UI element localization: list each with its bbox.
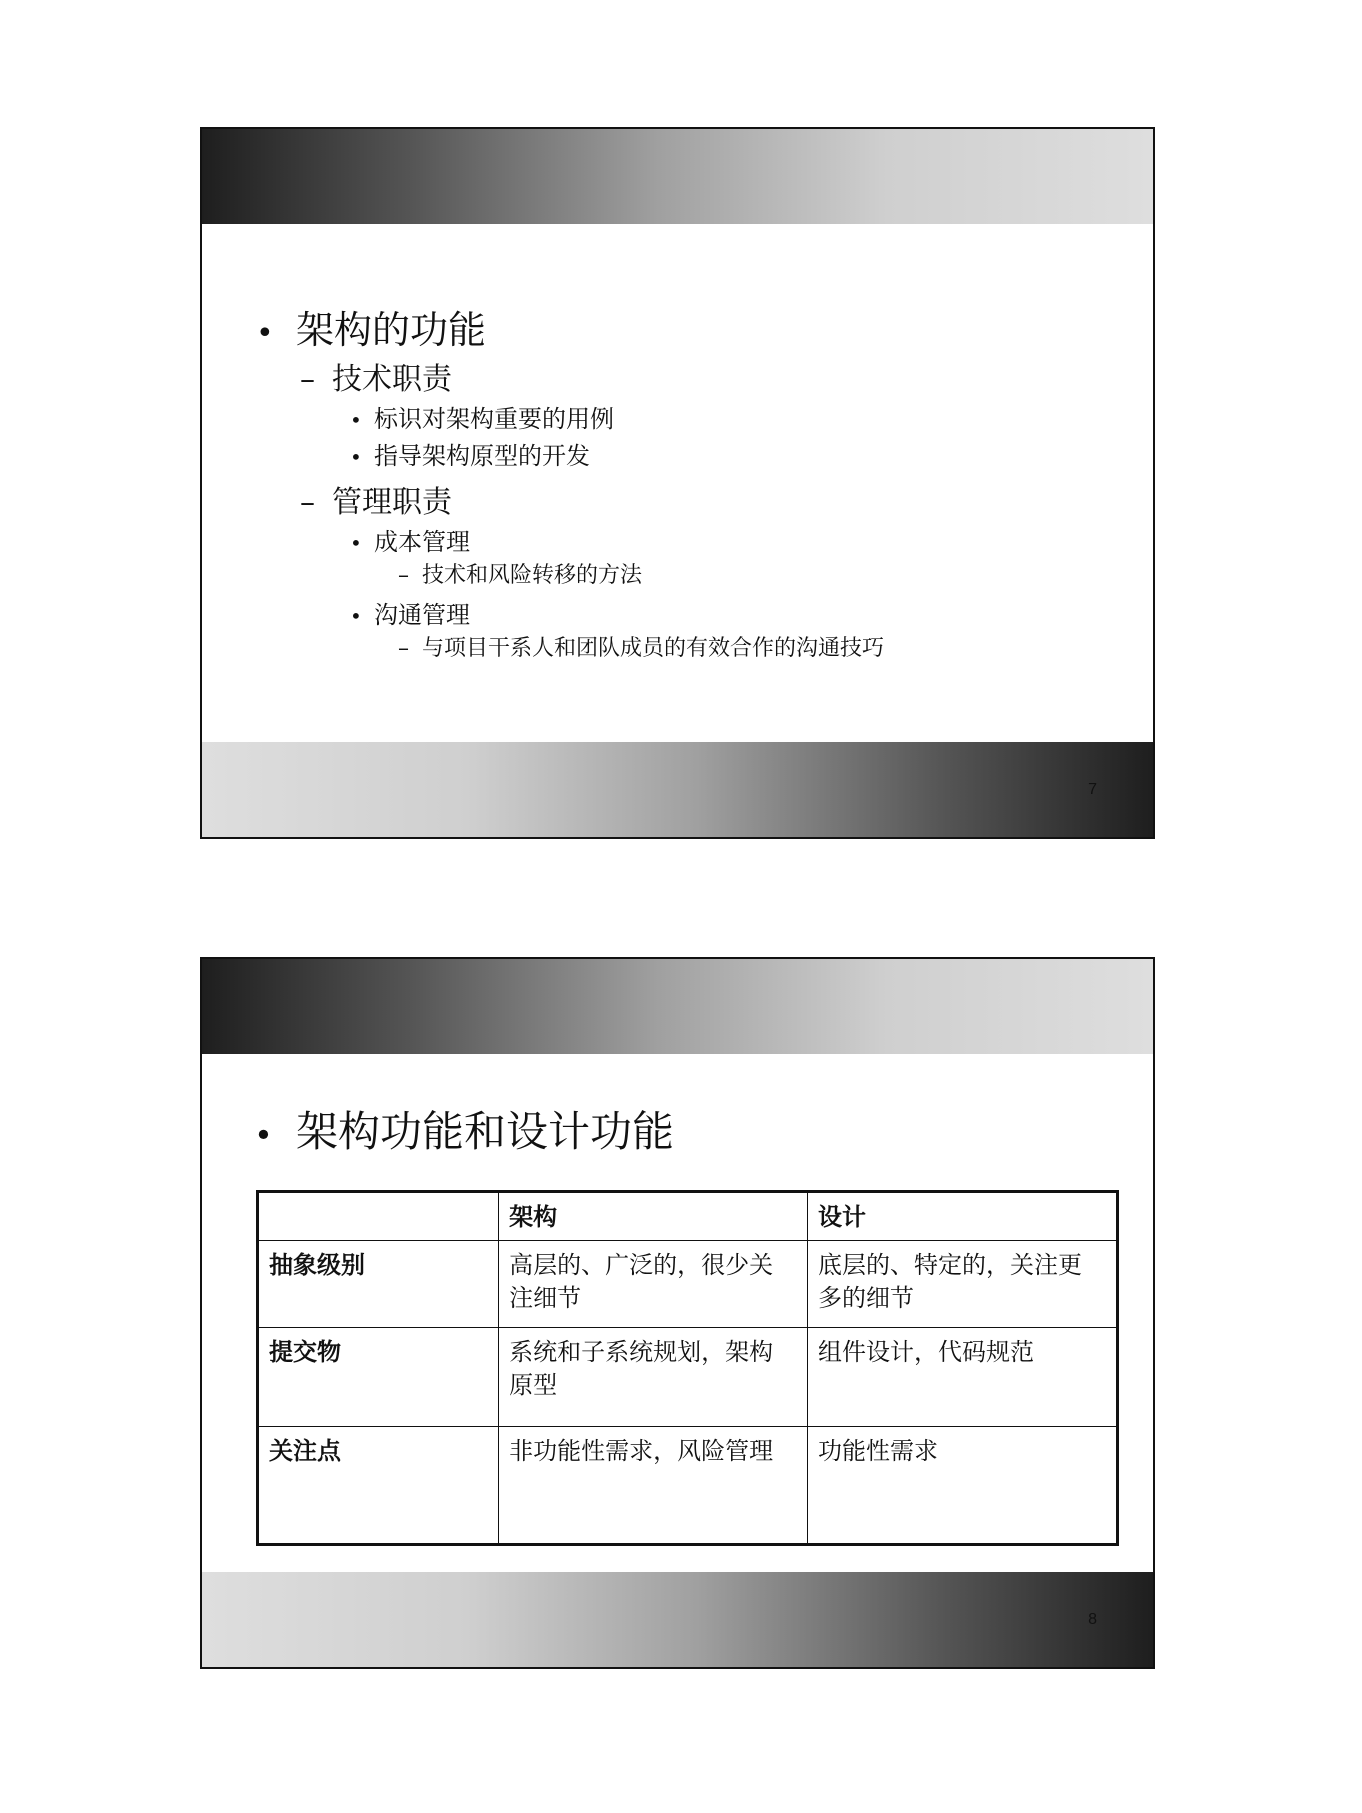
slide-header-band [202, 129, 1153, 224]
outline-item-text: 指导架构原型的开发 [374, 442, 590, 470]
table-header-row [258, 1192, 1118, 1241]
table-cell: 系统和子系统规划，架构原型 [499, 1328, 808, 1427]
table-header-cell: 设计 [808, 1192, 1118, 1241]
outline-item-text: 沟通管理 [374, 601, 470, 629]
table-row [258, 1241, 1118, 1328]
table-header-cell: 架构 [499, 1192, 808, 1241]
slide-heading-text: 架构功能和设计功能 [296, 1107, 675, 1156]
outline-item-text: 与项目干系人和团队成员的有效合作的沟通技巧 [422, 636, 885, 661]
slide-number: 7 [1088, 781, 1097, 798]
table-row [258, 1427, 1118, 1545]
row-label: 抽象级别 [258, 1241, 499, 1328]
table-cell: 功能性需求 [808, 1427, 1118, 1545]
comparison-table [256, 1190, 1119, 1546]
dash-marker: – [398, 563, 409, 588]
table-cell: 底层的、特定的，关注更多的细节 [808, 1241, 1118, 1328]
outline-item-text: 管理职责 [332, 485, 452, 520]
outline-item-text: 架构的功能 [296, 308, 487, 352]
bullet-marker: • [350, 531, 362, 555]
slide-number: 8 [1088, 1611, 1097, 1628]
table-cell: 高层的、广泛的，很少关注细节 [499, 1241, 808, 1328]
slide-header-band [202, 959, 1153, 1054]
dash-marker: – [300, 362, 315, 397]
dash-marker: – [398, 636, 409, 661]
slide-heading [254, 1099, 674, 1159]
bullet-marker: • [350, 445, 362, 469]
slide-footer-band [202, 742, 1153, 837]
outline-item [350, 595, 470, 630]
outline-item [398, 558, 642, 589]
table-header-cell [258, 1192, 499, 1241]
table-row [258, 1328, 1118, 1427]
outline-item-text: 成本管理 [374, 528, 470, 556]
bullet-marker: • [350, 408, 362, 432]
outline-item [300, 477, 452, 521]
dash-marker: – [300, 485, 315, 520]
outline-item [350, 522, 470, 557]
row-label: 关注点 [258, 1427, 499, 1545]
outline-item [300, 354, 452, 398]
slide-7 [200, 127, 1155, 839]
outline-item [350, 436, 590, 471]
outline-item [350, 399, 614, 434]
bullet-marker: • [256, 316, 274, 351]
row-label: 提交物 [258, 1328, 499, 1427]
outline-item-text: 技术职责 [332, 362, 452, 397]
outline-item [398, 631, 884, 662]
table-cell: 组件设计，代码规范 [808, 1328, 1118, 1427]
outline-item-text: 技术和风险转移的方法 [422, 563, 643, 588]
slide-8 [200, 957, 1155, 1669]
outline-item [256, 299, 486, 354]
slide-footer-band [202, 1572, 1153, 1667]
outline-item-text: 标识对架构重要的用例 [374, 405, 614, 433]
bullet-marker: • [254, 1116, 273, 1154]
bullet-marker: • [350, 604, 362, 628]
table-cell: 非功能性需求，风险管理 [499, 1427, 808, 1545]
